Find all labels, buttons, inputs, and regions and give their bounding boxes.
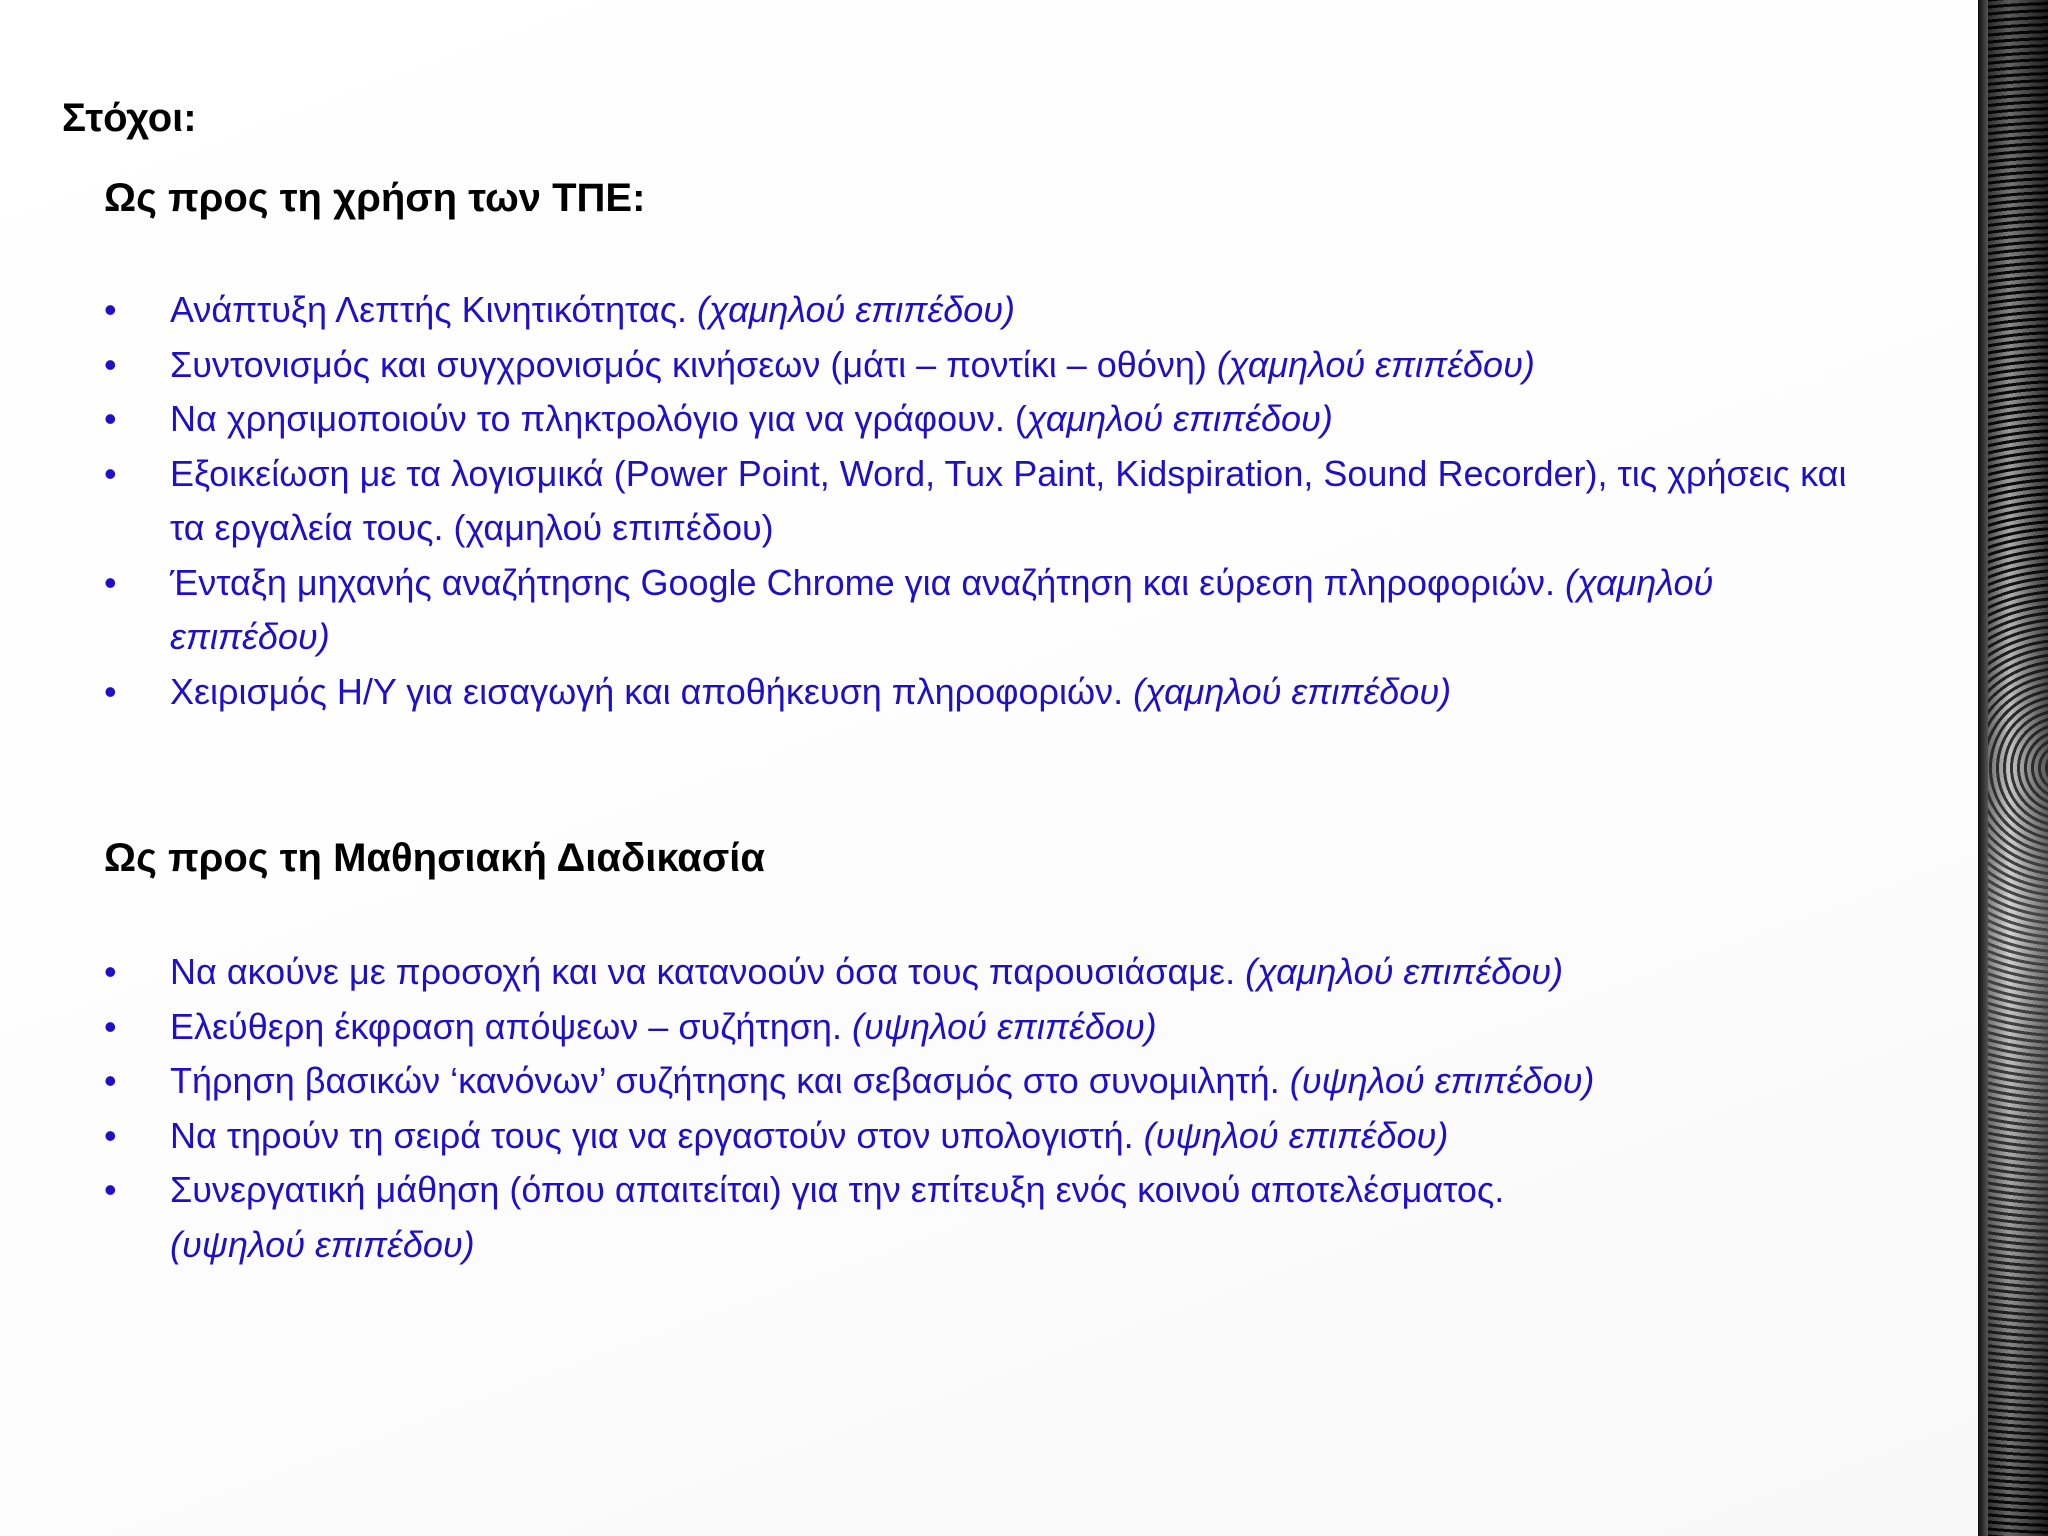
list-item [104, 556, 1864, 665]
bullet-icon: • [104, 561, 117, 603]
goal-text: Χειρισμός Η/Υ για εισαγωγή και αποθήκευση πληροφοριών. [170, 670, 1134, 712]
page-title: Στόχοι: [62, 96, 197, 140]
list-item [104, 1054, 1864, 1109]
bullet-icon: • [104, 1060, 117, 1101]
bullet-icon: • [104, 951, 117, 992]
decorative-side-strip [1978, 0, 2048, 1536]
goal-level: (υψηλού επιπέδου) [1143, 1114, 1449, 1156]
list-item [104, 283, 1864, 338]
goal-list-ict [104, 283, 1864, 719]
goal-level: (χαμηλού επιπέδου) [697, 289, 1016, 330]
goal-text: Ελεύθερη έκφραση απόψεων – συζήτηση. [170, 1005, 852, 1047]
goal-text: Τήρηση βασικών ‘κανόνων’ συζήτησης και σεβασμός στο συνομιλητή. [170, 1060, 1290, 1101]
list-item [104, 665, 1864, 720]
goal-level: (υψηλού επιπέδου) [170, 1223, 475, 1265]
goal-text: Συντονισμός και συγχρονισμός κινήσεων (μάτι – ποντίκι – οθόνη) [170, 343, 1217, 385]
goal-level: (χαμηλού επιπέδου) [170, 561, 1714, 657]
section-heading-learning: Ως προς τη Μαθησιακή Διαδικασία [104, 836, 765, 880]
bullet-icon: • [104, 289, 117, 330]
goal-text: Συνεργατική μάθηση (όπου απαιτείται) για την επίτευξη ενός κοινού αποτελέσματος. [170, 1169, 1505, 1210]
list-item [104, 945, 1864, 1000]
bullet-icon: • [104, 670, 117, 712]
list-item [104, 392, 1864, 447]
goal-level: (υψηλού επιπέδου) [1289, 1060, 1595, 1101]
list-item [104, 447, 1864, 556]
goal-text: Εξοικείωση με τα λογισμικά (Power Point, Word, Tux Paint, Kidspiration, Sound Recorder), τις χρήσεις και τα εργαλεία τους. (χαμηλού επιπέδου) [170, 452, 1847, 548]
goal-text: Να χρησιμοποιούν το πληκτρολόγιο για να γράφουν. ( [170, 398, 1027, 439]
section-heading-ict: Ως προς τη χρήση των ΤΠΕ: [104, 176, 646, 220]
goal-level: (χαμηλού επιπέδου) [1245, 951, 1564, 992]
goal-text: Ανάπτυξη Λεπτής Κινητικότητας. [170, 289, 698, 330]
goal-level: χαμηλού επιπέδου) [1026, 398, 1333, 439]
list-item [104, 1163, 1570, 1272]
goal-list-learning [104, 945, 1864, 1272]
list-item [104, 1000, 1864, 1055]
bullet-icon: • [104, 343, 117, 385]
bullet-icon: • [104, 1005, 117, 1047]
goal-level: (χαμηλού επιπέδου) [1133, 670, 1452, 712]
goal-text: Να τηρούν τη σειρά τους για να εργαστούν στον υπολογιστή. [170, 1114, 1144, 1156]
bullet-icon: • [104, 452, 117, 494]
bullet-icon: • [104, 398, 117, 439]
bullet-icon: • [104, 1114, 117, 1156]
list-item [104, 1109, 1864, 1164]
goal-text: Να ακούνε με προσοχή και να κατανοούν όσα τους παρουσιάσαμε. [170, 951, 1246, 992]
goal-text: Ένταξη μηχανής αναζήτησης Google Chrome για αναζήτηση και εύρεση πληροφοριών. [170, 561, 1565, 603]
bullet-icon: • [104, 1169, 117, 1210]
goal-level: (χαμηλού επιπέδου) [1216, 343, 1535, 385]
goal-level: (υψηλού επιπέδου) [851, 1005, 1157, 1047]
list-item [104, 338, 1864, 393]
